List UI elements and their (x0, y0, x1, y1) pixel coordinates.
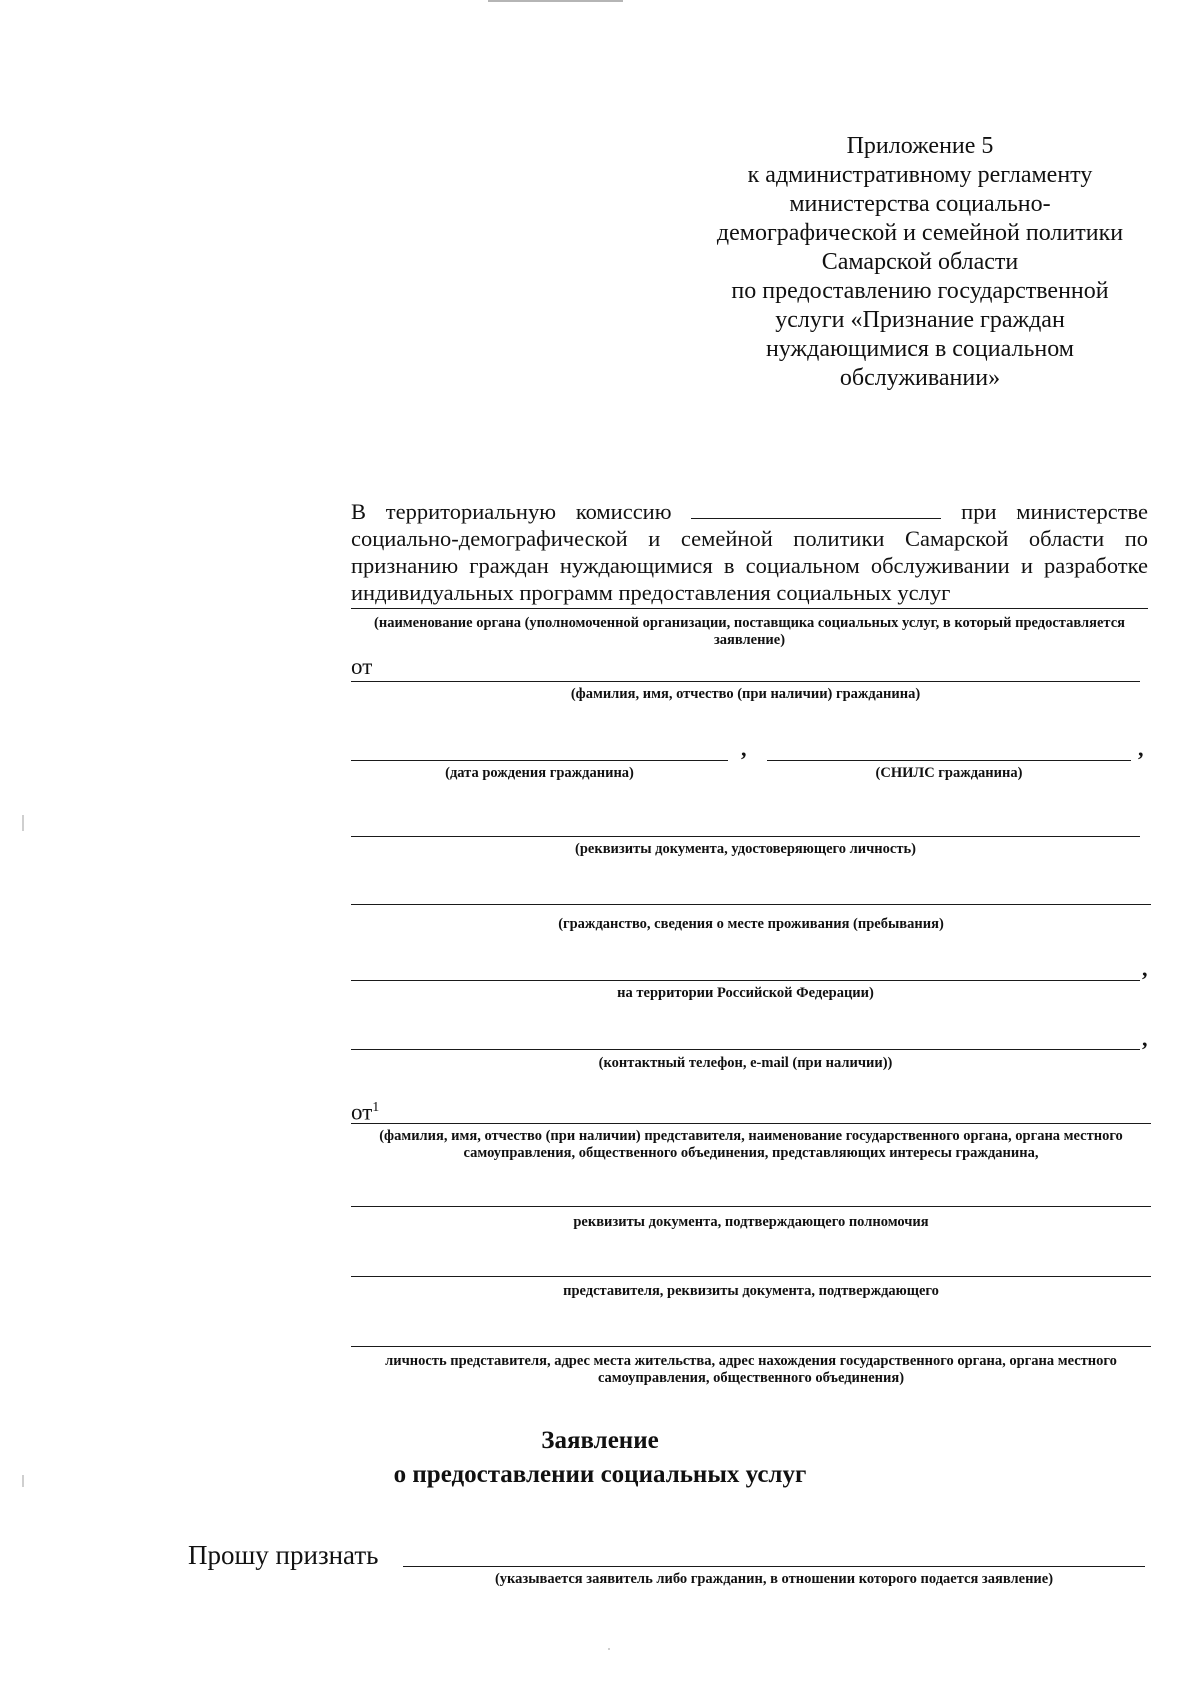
representative-from-text: от (351, 1099, 373, 1125)
territory-caption: на территории Российской Федерации) (617, 985, 874, 1001)
appendix-line: Приложение 5 (846, 133, 994, 159)
representative-from-label (351, 1096, 379, 1125)
applicant-name-field[interactable] (351, 681, 1140, 682)
snils-field[interactable] (767, 760, 1131, 761)
request-subject-field[interactable] (403, 1566, 1145, 1567)
field-separator: , (1142, 956, 1148, 981)
ministry-label: при министерстве (961, 499, 1149, 524)
commission-name-field[interactable] (691, 517, 941, 519)
birth-date-field[interactable] (351, 760, 728, 761)
field-separator: , (741, 736, 747, 761)
field-separator: , (1138, 736, 1144, 761)
representative-authority-caption: реквизиты документа, подтверждающего полномочия (573, 1214, 929, 1230)
citizenship-field[interactable] (351, 904, 1151, 905)
addressee-underline (351, 608, 1148, 609)
appendix-line: к административному регламенту (747, 162, 1093, 188)
representative-name-field[interactable] (351, 1123, 1151, 1124)
commission-label: В территориальную комиссию (351, 499, 672, 524)
representative-document-caption: представителя, реквизиты документа, подтверждающего (563, 1283, 939, 1299)
appendix-line: по предоставлению государственной (731, 278, 1109, 304)
birth-date-caption: (дата рождения гражданина) (445, 765, 634, 781)
addressee-line-1 (351, 498, 1148, 525)
appendix-line: демографической и семейной политики (716, 220, 1124, 246)
appendix-header (680, 132, 1160, 393)
statement-title (0, 1424, 1200, 1492)
representative-name-caption: (фамилия, имя, отчество (при наличии) представителя, наименование государственного органа, органа местного самоуправления, общественного объединения, представляющих интересы гражданина, (379, 1128, 1123, 1161)
appendix-line: министерства социально- (789, 191, 1051, 217)
addressee-line-2: социально-демографической и семейной политики Самарской области по (351, 526, 1148, 551)
addressee-line-3: признанию граждан нуждающимися в социальном обслуживании и разработке (351, 553, 1148, 578)
statement-title-line-2: о предоставлении социальных услуг (393, 1461, 807, 1488)
residence-field[interactable] (351, 980, 1140, 981)
scan-speck (22, 815, 24, 831)
id-document-caption: (реквизиты документа, удостоверяющего личность) (575, 841, 916, 857)
citizenship-caption: (гражданство, сведения о месте проживания (пребывания) (558, 916, 944, 932)
appendix-line: обслуживании» (839, 365, 1001, 391)
applicant-name-caption: (фамилия, имя, отчество (при наличии) гражданина) (570, 686, 921, 702)
representative-authority-field[interactable] (351, 1206, 1151, 1207)
field-separator: , (1142, 1026, 1148, 1051)
addressee-block (351, 498, 1148, 606)
scan-edge-mark (488, 0, 623, 2)
representative-address-field[interactable] (351, 1346, 1151, 1347)
representative-address-caption: личность представителя, адрес места жительства, адрес нахождения государственного органа, органа местного самоуправления, общественного объединения) (385, 1353, 1117, 1386)
request-label: Прошу признать (188, 1540, 379, 1570)
id-document-field[interactable] (351, 836, 1140, 837)
contact-field[interactable] (351, 1049, 1140, 1050)
snils-caption: (СНИЛС гражданина) (875, 765, 1023, 781)
addressee-caption: (наименование органа (уполномоченной организации, поставщика социальных услуг, в который предоставляется заявление) (374, 615, 1125, 648)
scan-speck (22, 1475, 24, 1487)
statement-title-line-1: Заявление (541, 1427, 659, 1454)
representative-document-field[interactable] (351, 1276, 1151, 1277)
addressee-line-4: индивидуальных программ предоставления социальных услуг (351, 580, 951, 605)
contact-caption: (контактный телефон, e-mail (при наличии)) (598, 1055, 893, 1071)
request-caption: (указывается заявитель либо гражданин, в отношении которого подается заявление) (494, 1571, 1054, 1587)
applicant-from-label: от (351, 654, 373, 679)
appendix-line: Самарской области (821, 249, 1019, 275)
appendix-line: услуги «Признание граждан (775, 307, 1065, 333)
appendix-line: нуждающимися в социальном (766, 336, 1074, 362)
scan-speck (608, 1648, 610, 1650)
footnote-mark: 1 (372, 1100, 380, 1115)
